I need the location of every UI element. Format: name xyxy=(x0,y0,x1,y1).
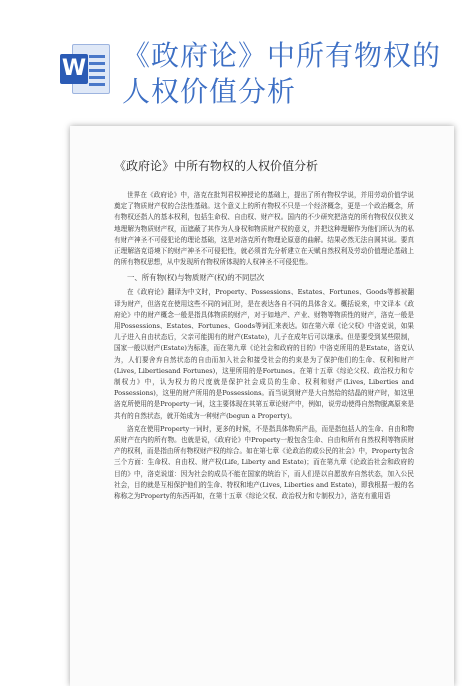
word-logo-letter: W xyxy=(60,54,88,84)
banner-title: 《政府论》中所有物权的人权价值分析 xyxy=(122,39,442,108)
document-title: 《政府论》中所有物权的人权价值分析 xyxy=(114,159,319,173)
document-body xyxy=(114,190,414,502)
banner xyxy=(0,0,474,120)
word-document-icon xyxy=(58,42,110,96)
document-preview xyxy=(70,126,454,686)
body-paragraph: 在《政府论》翻译为中文时，Property、Possessions、Estates、Fortunes、Goods等都被翻译为财产，但洛克在使用这些不同的词汇时，是在表达各自不同的具体含义。概括说来，中文译本《政府论》中的财产概念一般是指具体物质的财产，对于如地产、产业、财物等物质性的财产，洛克一般是用Possessions、Estates、Fortunes、Goods等词汇来表达。如在第六章《论父权》中洛克说，如果儿子进入自由状态后，父亲可能拥有的财产(Estate)，儿子在成年后可以继承。但是要受到某些限制，国家一般以财产(Estate)为标准，而在第九章《论社会和政府的目的》中洛克所用的是Estate，洛克认为，人们要舍弃自然状态的自由而加入社会和接受社会的约束是为了保护他们的生命、权利和财产(Lives, Libertiesand Fortunes)，这里所用的是Fortunes。在第十五章《综论父权、政治权力和专制权力》中，认为权力的尺度就是保护社会成员的生命、权利和财产(Lives, Liberties and Possessions)，这里的财产所用的是Possessions。而当说到财产是大自然给的结晶的财产时，如这里洛克所使用的是Property一词，这主要体现在其第五章论财产中，例如，说劳动使得自然物脱离原来是共有的自然状态，就开始成为一种财产(begun a Property)。 xyxy=(114,288,414,420)
intro-paragraph: 世界在《政府论》中，洛克在批判君权神授论的基础上，提出了所有物权学说，并用劳动价值学说奠定了物质财产权的合法性基础。这个意义上的所有物权不只是一个经济概念，更是一个政治概念，所有物权还指人的基本权利，包括生命权、自由权、财产权。国内的不少研究把洛克的所有物权仅仅狭义地理解为物质财产权，而遮蔽了其作为人身权和物质财产权的意义，并把这种理解作为他们所认为的私有财产神圣不可侵犯论的理论基础，这是对洛克所有物理论原意的曲解。结果必然无法自圆其说。要真正理解洛克语境下的财产神圣不可侵犯性，就必须首先分析建立在天赋自然权利及劳动价值理论基础上的所有物权思想，从中发现所有物权所体现的人权神圣不可侵犯性。 xyxy=(114,191,414,267)
watermark: ​ xyxy=(17,300,23,310)
body-paragraph: 洛克在使用Property一词时，更多的时候，不是指具体物质产品，而是指包括人的生命、自由和物质财产在内的所有物。也就是说，《政府论》中Property一般包含生命、自由和所有自然权利等物质财产的权利，而是指由所有物权财产权的综合。如在第七章《论政治的或公民的社会》中，Property包含三个方面：生命权、自由权、财产权(Life, Liberty and Estate)；而在第九章《论政治社会和政府的目的》中，洛克说道：因为社会的成员不能在国家的统治下，而人们是以自愿放弃自然状态，加入公民社会，目的就是互相保护他们的生命、特权和地产(Lives, Liberties and Estate)，即我根据一般的名称称之为Property的东西再如，在第十五章《综论父权、政治权力和专制权力》，洛克有重用语 xyxy=(114,424,414,501)
section-heading: 一、所有物(权)与物质财产(权)的不同层次 xyxy=(127,273,265,283)
